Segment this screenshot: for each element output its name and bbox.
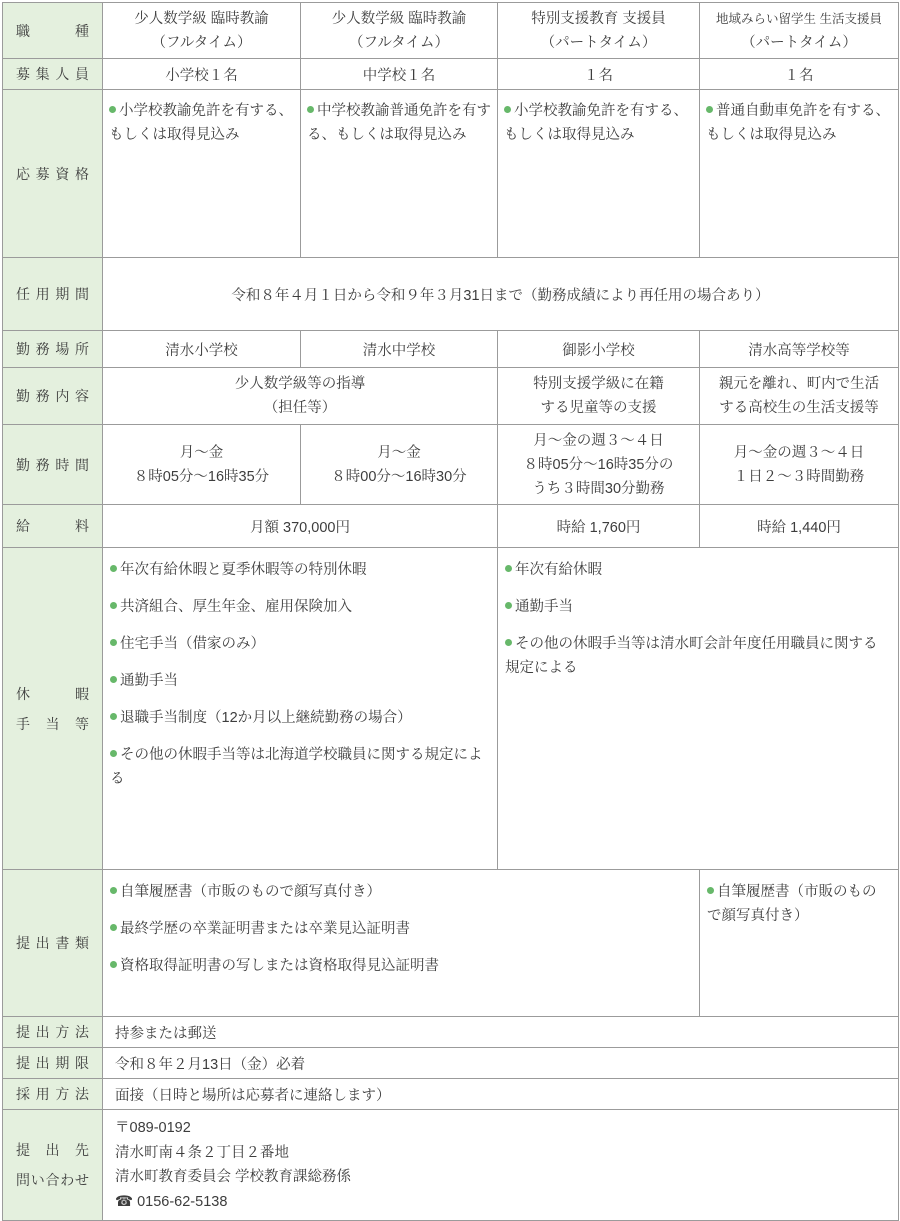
row-label-duties: 勤 務 内 容 [3, 368, 103, 425]
bullet-icon [707, 887, 714, 894]
hours-cell-3: 月～金の週３～４日 ８時05分～16時35分の うち３時間30分勤務 [498, 425, 700, 505]
row-label-salary: 給 料 [3, 505, 103, 548]
row-hours [3, 425, 899, 505]
row-qualifications [3, 90, 899, 258]
row-location [3, 331, 899, 368]
salary-cell-1: 月額 370,000円 [103, 505, 498, 548]
bullet-icon [505, 565, 512, 572]
row-label-documents: 提 出 書 類 [3, 870, 103, 1017]
row-deadline [3, 1048, 899, 1079]
documents-cell-right [700, 870, 899, 1017]
bullet-item: 小学校教諭免許を有する、もしくは取得見込み [109, 103, 293, 143]
bullet-item: 小学校教諭免許を有する、もしくは取得見込み [504, 103, 688, 143]
bullet-icon [110, 565, 117, 572]
salary-cell-3: 時給 1,440円 [700, 505, 899, 548]
location-cell-3: 御影小学校 [498, 331, 700, 368]
document-item: 自筆履歴書（市販のもので顔写真付き） [110, 880, 687, 904]
row-salary [3, 505, 899, 548]
benefit-item: 通勤手当 [505, 595, 886, 619]
row-label-job-type: 職 種 [3, 3, 103, 59]
qualification-cell-4 [700, 90, 899, 258]
hours-cell-1: 月～金 ８時05分～16時35分 [103, 425, 301, 505]
benefits-cell-left [103, 548, 498, 870]
job-type-cell-1 [103, 3, 301, 59]
row-label-hours: 勤 務 時 間 [3, 425, 103, 505]
document-item: 自筆履歴書（市販のもので顔写真付き） [707, 884, 877, 924]
job-subtitle: （フルタイム） [151, 34, 252, 51]
bullet-icon [110, 961, 117, 968]
bullet-icon [110, 750, 117, 757]
benefit-item: 通勤手当 [110, 669, 485, 693]
bullet-icon [706, 106, 713, 113]
recruitment-table [2, 2, 899, 1221]
row-label-qualifications: 応 募 資 格 [3, 90, 103, 258]
bullet-item: 中学校教諭普通免許を有する、もしくは取得見込み [307, 103, 491, 143]
bullet-icon [110, 602, 117, 609]
benefit-item: 年次有給休暇と夏季休暇等の特別休暇 [110, 558, 485, 582]
hours-cell-4: 月～金の週３～４日 １日２～３時間勤務 [700, 425, 899, 505]
benefit-item: 共済組合、厚生年金、雇用保険加入 [110, 595, 485, 619]
recruit-count-cell-4: １名 [700, 59, 899, 90]
documents-cell-left [103, 870, 700, 1017]
row-label-recruit-count: 募 集 人 員 [3, 59, 103, 90]
job-subtitle: （パートタイム） [540, 34, 657, 51]
row-label-benefits: 休 暇 手 当 等 [3, 548, 103, 870]
job-subtitle: （パートタイム） [741, 34, 857, 51]
row-label-location: 勤 務 場 所 [3, 331, 103, 368]
recruit-count-cell-3: １名 [498, 59, 700, 90]
row-term [3, 258, 899, 331]
office-name: 清水町教育委員会 学校教育課総務係 [115, 1169, 352, 1185]
benefit-item: 退職手当制度（12か月以上継続勤務の場合） [110, 706, 485, 730]
location-cell-2: 清水中学校 [301, 331, 498, 368]
row-duties [3, 368, 899, 425]
job-title: 地域みらい留学生 生活支援員 [716, 11, 882, 26]
bullet-icon [110, 924, 117, 931]
job-type-cell-3 [498, 3, 700, 59]
salary-cell-2: 時給 1,760円 [498, 505, 700, 548]
bullet-icon [109, 106, 116, 113]
bullet-icon [505, 639, 512, 646]
duties-cell-2: 特別支援学級に在籍 する児童等の支援 [498, 368, 700, 425]
bullet-item: 普通自動車免許を有する、もしくは取得見込み [706, 103, 890, 143]
qualification-cell-3 [498, 90, 700, 258]
bullet-icon [307, 106, 314, 113]
job-type-cell-2 [301, 3, 498, 59]
job-title: 少人数学級 臨時教諭 [331, 10, 467, 27]
bullet-icon [110, 887, 117, 894]
document-item: 資格取得証明書の写しまたは資格取得見込証明書 [110, 954, 687, 978]
bullet-icon [110, 639, 117, 646]
location-cell-1: 清水小学校 [103, 331, 301, 368]
phone-number: ☎ 0156-62-5138 [115, 1193, 228, 1210]
qualification-cell-2 [301, 90, 498, 258]
duties-cell-3: 親元を離れ、町内で生活 する高校生の生活支援等 [700, 368, 899, 425]
row-label-term: 任 用 期 間 [3, 258, 103, 331]
job-title: 特別支援教育 支援員 [531, 10, 666, 27]
hours-cell-2: 月～金 ８時00分～16時30分 [301, 425, 498, 505]
row-contact [3, 1110, 899, 1221]
submit-method-cell: 持参または郵送 [103, 1017, 899, 1048]
row-label-contact: 提 出 先 問 い 合 わ せ [3, 1110, 103, 1221]
document-item: 最終学歴の卒業証明書または卒業見込証明書 [110, 917, 687, 941]
benefit-item: その他の休暇手当等は清水町会計年度任用職員に関する規定による [505, 636, 878, 676]
row-label-selection: 採 用 方 法 [3, 1079, 103, 1110]
bullet-icon [110, 676, 117, 683]
benefit-item: その他の休暇手当等は北海道学校職員に関する規定による [110, 747, 483, 787]
row-documents [3, 870, 899, 1017]
row-benefits [3, 548, 899, 870]
row-job-type [3, 3, 899, 59]
benefit-item: 年次有給休暇 [505, 558, 886, 582]
row-submit-method [3, 1017, 899, 1048]
deadline-cell: 令和８年２月13日（金）必着 [103, 1048, 899, 1079]
bullet-icon [505, 602, 512, 609]
term-cell: 令和８年４月１日から令和９年３月31日まで（勤務成績により再任用の場合あり） [103, 258, 899, 331]
benefit-item: 住宅手当（借家のみ） [110, 632, 485, 656]
job-title: 少人数学級 臨時教諭 [134, 10, 269, 27]
bullet-icon [110, 713, 117, 720]
duties-cell-1: 少人数学級等の指導 （担任等） [103, 368, 498, 425]
qualification-cell-1 [103, 90, 301, 258]
benefits-cell-right [498, 548, 899, 870]
row-label-deadline: 提 出 期 限 [3, 1048, 103, 1079]
row-recruit-count [3, 59, 899, 90]
job-type-cell-4 [700, 3, 899, 59]
address: 清水町南４条２丁目２番地 [115, 1144, 289, 1161]
bullet-icon [504, 106, 511, 113]
selection-cell: 面接（日時と場所は応募者に連絡します） [103, 1079, 899, 1110]
row-selection [3, 1079, 899, 1110]
job-subtitle: （フルタイム） [348, 34, 450, 51]
contact-cell [103, 1110, 899, 1221]
location-cell-4: 清水高等学校等 [700, 331, 899, 368]
recruit-count-cell-1: 小学校１名 [103, 59, 301, 90]
row-label-submit-method: 提 出 方 法 [3, 1017, 103, 1048]
recruit-count-cell-2: 中学校１名 [301, 59, 498, 90]
postal-code: 〒089-0192 [115, 1120, 191, 1136]
